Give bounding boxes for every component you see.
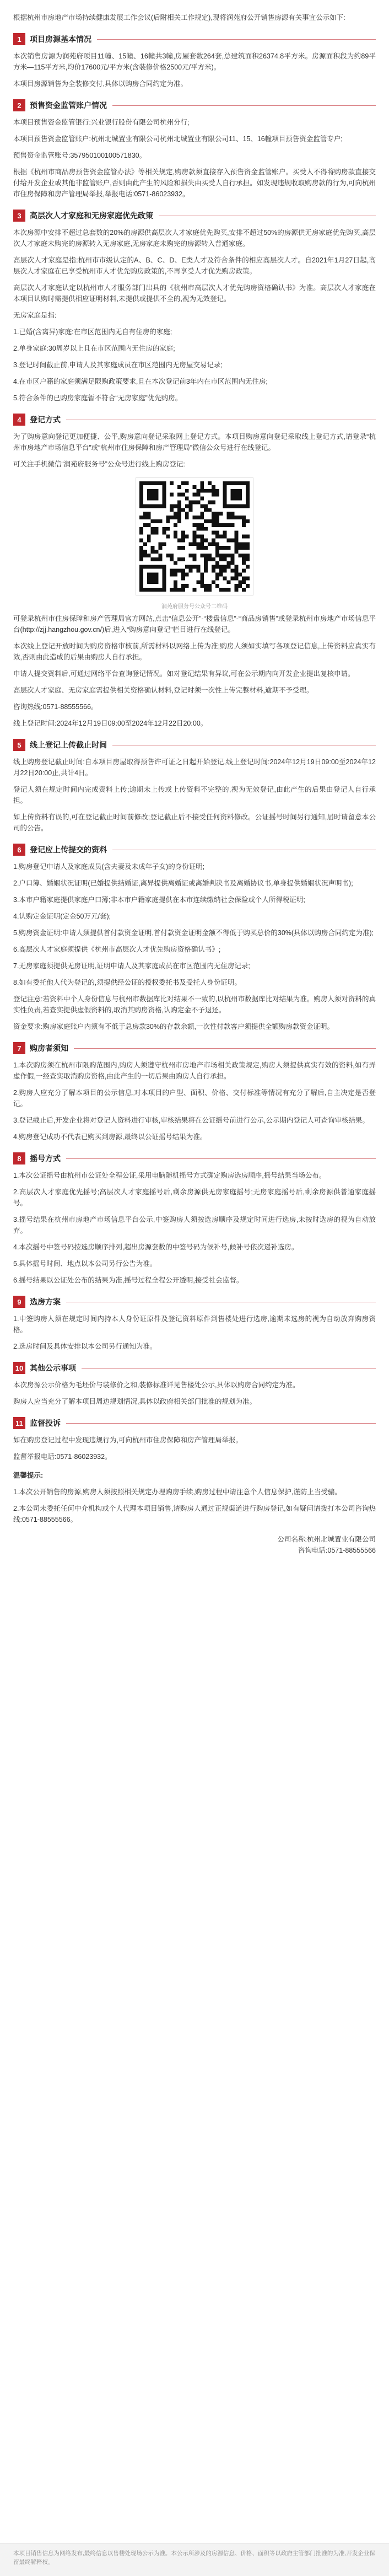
- section-header: [13, 1417, 376, 1429]
- section-number: 9: [13, 1296, 25, 1308]
- section-paragraph: 线上购房登记截止时间:自本项目房屋取得预售许可证之日起开始登记,线上登记时间:2024年12月19日09:00至2024年12月22日20:00止,共计4日。: [13, 758, 376, 777]
- section-paragraph: 如在购房登记过程中发现违规行为,可向杭州市住房保障和房产管理局举报。: [13, 1436, 242, 1444]
- section-paragraph: 可登录杭州市住房保障和房产管理局官方网站,点击“信息公开”-“楼盘信息”-“商品房销售”或登录杭州市房地产市场信息平台(http://zjj.hangzhou.gov.cn/)后,进入“购房意向登记”栏目进行在线登记。: [13, 615, 376, 634]
- section-paragraph: 1.已婚(含离异)家庭:在市区范围内无自有住房的家庭;: [13, 328, 172, 336]
- section-header: [13, 1296, 376, 1308]
- section-paragraph: 6.摇号结果以公证处公布的结果为准,摇号过程全程公开透明,接受社会监督。: [13, 1276, 244, 1284]
- section-paragraph: 可关注手机微信“润苑府服务号”公众号进行线上购房登记:: [13, 460, 185, 468]
- section-paragraph: 3.摇号结果在杭州市房地产市场信息平台公示,中签购房人须按选房顺序及规定时间进行选房,未按时选房的视为自动放弃。: [13, 1216, 376, 1235]
- sections-container: [13, 33, 376, 1462]
- section-number: 1: [13, 33, 25, 45]
- section-paragraph: 资金要求:购房家庭账户内须有不低于总房款30%的存款余额,一次性付款客户须提供全额购房款资金证明。: [13, 1023, 334, 1031]
- section-paragraph: 购房人应当充分了解本项目周边规划情况,具体以政府相关部门批准的规划为准。: [13, 1398, 256, 1405]
- section-paragraph: 4.购房登记成功不代表已购买到房源,最终以公证摇号结果为准。: [13, 1133, 207, 1141]
- intro-paragraph: 根据杭州市房地产市场持续健康发展工作会议(后附相关工作规定),现将润苑府公开销售房源有关事宜公示如下:: [13, 14, 345, 22]
- section-paragraph: 4.在市区户籍的家庭须满足限购政策要求,且在本次登记前3年内在市区范围内无住房;: [13, 378, 268, 385]
- section-divider: [112, 105, 376, 106]
- section-title: 登记方式: [30, 415, 61, 424]
- section-paragraph: 1.本次公证摇号由杭州市公证处全程公证,采用电脑随机摇号方式确定购房选房顺序,摇号结果当场公布。: [13, 1172, 326, 1179]
- section-title: 项目房源基本情况: [30, 35, 91, 44]
- signature-block: [13, 1534, 376, 1556]
- section-paragraph: 本项目房源销售为全装修交付,具体以购房合同约定为准。: [13, 80, 187, 88]
- qr-code-icon[interactable]: [136, 477, 253, 595]
- section-paragraph: 为了购房意向登记更加便捷、公平,购房意向登记采取网上登记方式。本项目购房意向登记采取线上登记方式,请登录“杭州市房地产市场信息平台”或“杭州市住房保障和房产管理局”微信公众号进行在线登记。: [13, 433, 376, 452]
- section-paragraph: 如上传资料有误的,可在登记截止时间前修改;登记截止后不接受任何资料修改。公证摇号时间另行通知,届时请留意本公司的公告。: [13, 813, 376, 832]
- section-paragraph: 2.高层次人才家庭优先摇号;高层次人才家庭摇号后,剩余房源供无房家庭摇号;无房家庭摇号后,剩余房源供普通家庭摇号。: [13, 1188, 376, 1207]
- section-paragraph: 登记注意:若资料中个人身份信息与杭州市数据库比对结果不一致的,以杭州市数据库比对结果为准。购房人须对资料的真实性负责,若查实提供虚假资料的,取消其购房资格,认购定金不予退还。: [13, 995, 376, 1014]
- section-paragraph: 5.购房资金证明:申请人须提供首付款资金证明,首付款资金证明金额不得低于购买总价的30%(具体以购房合同约定为准);: [13, 929, 374, 937]
- section-number: 5: [13, 739, 25, 751]
- section-paragraph: 7.无房家庭须提供无房证明,证明申请人及其家庭成员在市区范围内无住房记录;: [13, 962, 250, 970]
- section-paragraph: 无房家庭是指:: [13, 312, 57, 319]
- phone-label: 咨询电话:: [298, 1547, 328, 1554]
- section-paragraph: 4.本次摇号中签号码按选房顺序排列,超出房源套数的中签号码为候补号,候补号依次递补选房。: [13, 1243, 299, 1251]
- section-title: 线上登记上传截止时间: [30, 740, 107, 749]
- section-paragraph: 登记人须在规定时间内完成资料上传;逾期未上传或上传资料不完整的,视为无效登记,由此产生的后果由登记人自行承担。: [13, 786, 376, 804]
- section-paragraph: 根据《杭州市商品房预售资金监管办法》等相关规定,购房款须直接存入预售资金监管账户。买受人不得将购房款直接交付给开发企业或其他非监管账户,否则由此产生的风险和损失由买受人自行承担。如发现违规收取购房款的行为,可向杭州市住房保障和房产管理局举报,举报电话:0571-86023932。: [13, 168, 376, 198]
- section-paragraph: 5.符合条件的已购房家庭暂不符合“无房家庭”优先购房。: [13, 394, 182, 402]
- phone-number[interactable]: 0571-88555566: [327, 1547, 376, 1554]
- section-header: [13, 33, 376, 45]
- section-title: 登记应上传提交的资料: [30, 845, 107, 854]
- section-number: 11: [13, 1417, 25, 1429]
- section-paragraph: 2.选房时间及具体安排以本公司另行通知为准。: [13, 1343, 157, 1350]
- section-header: [13, 844, 376, 856]
- section-divider: [97, 39, 376, 40]
- qr-code-block: [134, 477, 255, 610]
- section-title: 其他公示事项: [30, 1364, 76, 1372]
- section-paragraph: 8.如有委托他人代为登记的,须提供经公证的授权委托书及受托人身份证明。: [13, 979, 241, 986]
- section-paragraph: 3.登记时间截止前,申请人及其家庭成员在市区范围内无房屋交易记录;: [13, 361, 223, 369]
- section-paragraph: 申请人提交资料后,可通过网络平台查询登记情况。如对登记结果有异议,可在公示期内向开发企业提出复核申请。: [13, 670, 355, 678]
- section-header: [13, 739, 376, 751]
- section-header: [13, 210, 376, 222]
- section-paragraph: 3.本市户籍家庭提供家庭户口簿;非本市户籍家庭提供在本市连续缴纳社会保险或个人所得税证明;: [13, 896, 305, 904]
- section-number: 8: [13, 1152, 25, 1164]
- section-header: [13, 1362, 376, 1374]
- section-title: 监督投诉: [30, 1419, 61, 1427]
- section-paragraph: 高层次人才家庭认定以杭州市人才服务部门出具的《杭州市高层次人才优先购房资格确认书》为准。高层次人才家庭在本项目认购时需提供相应证明材料,未提供或提供不全的,视为无效登记。: [13, 284, 376, 303]
- notice-block: [13, 1470, 376, 1525]
- section-paragraph: 本次线上登记开放时间为购房资格审核前,所需材料以网络上传为准;购房人须如实填写各项登记信息,上传资料应真实有效,否则由此造成的后果由购房人自行承担。: [13, 642, 376, 661]
- section-paragraph: 本次房源公示价格为毛坯价与装修价之和,装修标准详见售楼处公示,具体以购房合同约定为准。: [13, 1381, 300, 1389]
- section-paragraph: 1.本次购房须在杭州市限购范围内,购房人须遵守杭州市房地产市场相关政策规定,购房人须提供真实有效的资料,如有弄虚作假,一经查实取消购房资格,由此产生的一切后果由购房人自行承担。: [13, 1061, 376, 1080]
- section-number: 4: [13, 414, 25, 426]
- section-paragraph: 本次销售房源为润苑府项目11幢、15幢、16幢共3幢,房屋套数264套,总建筑面积26374.8平方米。房源面积段为约89平方米—115平方米,均价17600元/平方米(含装修价格2500元/平方米)。: [13, 52, 376, 71]
- section-number: 6: [13, 844, 25, 856]
- section-header: [13, 99, 376, 111]
- section-paragraph: 线上登记时间:2024年12月19日09:00至2024年12月22日20:00。: [13, 720, 208, 727]
- section-paragraph: 监督举报电话:0571-86023932。: [13, 1453, 112, 1461]
- section-paragraph: 2.单身家庭:30周岁以上且在市区范围内无住房的家庭;: [13, 345, 175, 352]
- section-paragraph: 4.认购定金证明(定金50万元/套);: [13, 913, 111, 920]
- section-header: [13, 1152, 376, 1164]
- section-divider: [66, 1158, 376, 1159]
- section-paragraph: 预售资金监管账号:357950100100571830。: [13, 152, 147, 159]
- section-header: [13, 414, 376, 426]
- notice-label: 温馨提示:: [13, 1472, 44, 1479]
- section-paragraph: 2.户口簿、婚姻状况证明(已婚提供结婚证,离异提供离婚证或离婚判决书及离婚协议书,单身提供婚姻状况声明书);: [13, 879, 353, 887]
- section-paragraph: 本次房源中安排不超过总套数的20%的房源供高层次人才家庭优先购买,安排不超过50%的房源供无房家庭优先购买,高层次人才家庭未购完的房源转入无房家庭,无房家庭未购完的房源转入普通家庭。: [13, 229, 376, 248]
- section-number: 7: [13, 1042, 25, 1054]
- company-name: 杭州北城置业有限公司: [306, 1536, 376, 1543]
- qr-caption: 润苑府服务号公众号二维码: [161, 604, 228, 610]
- notice-paragraph: 1.本次公开销售的房源,购房人须按照相关规定办理购房手续,购房过程中请注意个人信息保护,谨防上当受骗。: [13, 1488, 342, 1496]
- section-paragraph: 高层次人才家庭是指:杭州市市级认定的A、B、C、D、E类人才及符合条件的相应高层次人才。自2021年1月27日起,高层次人才家庭在已享受杭州市人才优先购房政策的,不再享受人才优先购房政策。: [13, 256, 376, 275]
- section-paragraph: 5.具体摇号时间、地点以本公司另行公告为准。: [13, 1260, 157, 1268]
- section-paragraph: 1.购房登记申请人及家庭成员(含夫妻及未成年子女)的身份证明;: [13, 863, 205, 871]
- section-header: [13, 1042, 376, 1054]
- section-paragraph: 3.登记截止后,开发企业将对登记人资料进行审核,审核结果将在公证摇号前进行公示,公示期内登记人可查询审核结果。: [13, 1117, 369, 1124]
- company-label: 公司名称:: [277, 1536, 307, 1543]
- notice-paragraph: 2.本公司未委托任何中介机构或个人代理本项目销售,请购房人通过正规渠道进行购房登记,如有疑问请拨打本公司咨询热线:0571-88555566。: [13, 1505, 376, 1523]
- section-title: 摇号方式: [30, 1154, 61, 1163]
- section-number: 10: [13, 1362, 25, 1374]
- section-title: 高层次人才家庭和无房家庭优先政策: [30, 211, 153, 220]
- section-paragraph: 6.高层次人才家庭须提供《杭州市高层次人才优先购房资格确认书》;: [13, 946, 221, 953]
- section-divider: [74, 1048, 376, 1049]
- section-paragraph: 咨询热线:0571-88555566。: [13, 703, 98, 711]
- section-paragraph: 高层次人才家庭、无房家庭需提供相关资格确认材料,登记时须一次性上传完整材料,逾期不予受理。: [13, 686, 314, 694]
- section-title: 购房者须知: [30, 1044, 68, 1053]
- section-number: 2: [13, 99, 25, 111]
- section-title: 预售资金监管账户情况: [30, 101, 107, 110]
- footer-text: 本项目销售信息为网络发布,最终信息以售楼处现场公示为准。本公示所涉及的房源信息、价格、面积等以政府主管部门批准的为准,开发企业保留最终解释权。: [13, 2550, 375, 2566]
- section-title: 选房方案: [30, 1297, 61, 1306]
- footer-disclaimer: [0, 2543, 389, 2576]
- section-number: 3: [13, 210, 25, 222]
- section-paragraph: 2.购房人应充分了解本项目的公示信息,对本项目的户型、面积、价格、交付标准等情况有充分了解后,自主决定是否登记。: [13, 1089, 376, 1108]
- section-paragraph: 本项目预售资金监管账户:杭州北城置业有限公司杭州北城置业有限公司11、15、16幢项目预售资金监管专户;: [13, 135, 343, 143]
- section-paragraph: 1.中签购房人须在规定时间内持本人身份证原件及登记资料原件到售楼处进行选房,逾期未选房的视为自动放弃购房资格。: [13, 1315, 376, 1334]
- section-paragraph: 本项目预售资金监管银行:兴业银行股份有限公司杭州分行;: [13, 119, 190, 126]
- section-divider: [66, 1423, 376, 1424]
